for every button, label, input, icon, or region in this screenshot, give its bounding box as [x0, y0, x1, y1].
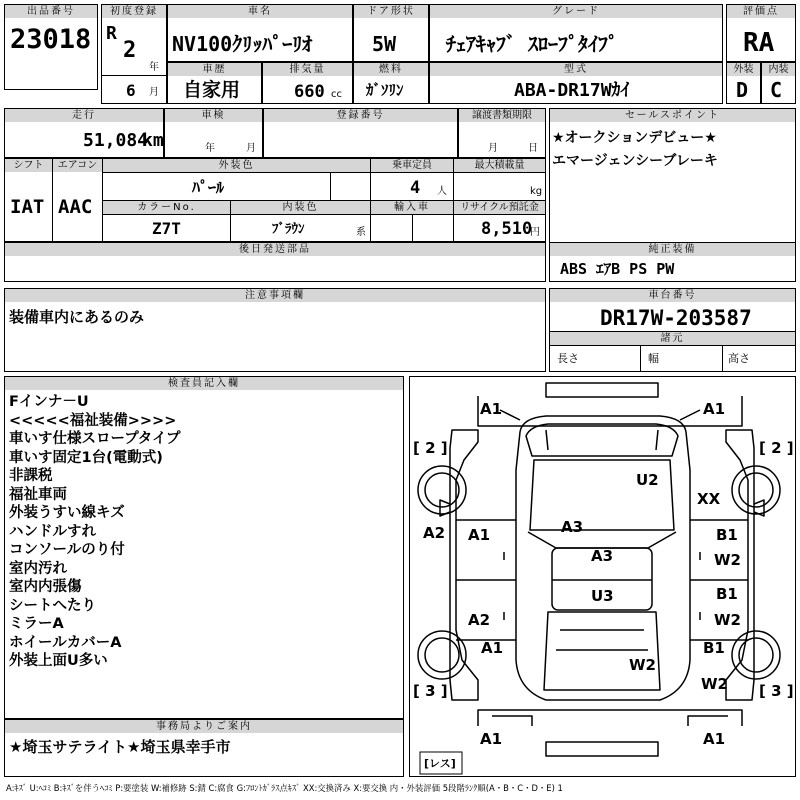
note-line: ミラーA	[9, 616, 64, 632]
ext-color: ﾊﾟｰﾙ	[192, 178, 225, 197]
damage-label: A1	[703, 730, 726, 748]
shift: IAT	[10, 196, 45, 218]
displacement: 660	[294, 82, 325, 102]
rear-bumper-detail	[492, 716, 728, 726]
divider	[101, 75, 167, 76]
inspector-header: 検査員記入欄	[5, 377, 403, 390]
damage-label: A1	[481, 639, 504, 657]
rear-bumper-inner	[546, 742, 658, 756]
legend: A:ｷｽﾞ U:ﾍｺﾐ B:ｷｽﾞを伴うﾍｺﾐ P:要塗装 W:補修跡 S:錆 C:腐食 G:ﾌﾛﾝﾄｶﾞﾗｽ点ｷｽﾞ XX:交換済み X:要交換 内・外装評価 5段階ﾗﾝｸ順(A・B・C・D・E) 1	[6, 783, 563, 793]
damage-label: B1	[716, 585, 738, 603]
year-unit: 年	[149, 62, 159, 73]
damage-label: [ 3 ]	[413, 682, 448, 700]
shift-header: シフト	[5, 159, 52, 172]
reg-month: 6	[126, 81, 136, 100]
damage-label: A1	[480, 730, 503, 748]
exterior-grade: D	[736, 78, 749, 102]
sales-point-1: ★オークションデビュー★	[552, 130, 717, 146]
wheel-rear-left-hub	[425, 638, 459, 672]
lot-header: 出品番号	[5, 5, 97, 18]
genuine-header: 純正装備	[550, 243, 795, 256]
damage-label: A2	[468, 611, 491, 629]
type-header: 型式	[430, 63, 722, 76]
sales-point-2: エマージェンシーブレーキ	[552, 153, 718, 169]
caution-header: 注意事項欄	[5, 289, 545, 302]
office-header: 事務局よりご案内	[5, 720, 403, 733]
door-header: ドア形状	[354, 5, 428, 18]
type-code: ABA-DR17Wｶｲ	[514, 80, 630, 101]
rear-hatch-lines	[556, 630, 648, 650]
note-line: シートへたり	[9, 597, 96, 614]
dim-width: 幅	[648, 352, 659, 365]
displacement-header: 排気量	[263, 63, 352, 76]
fuel: ｶﾞｿﾘﾝ	[366, 81, 404, 99]
damage-label: W2	[714, 611, 741, 629]
mileage: 51,084	[83, 130, 149, 151]
fuel-header: 燃料	[354, 63, 428, 76]
note-line: ホイールカバーA	[9, 634, 122, 651]
damage-label: B1	[703, 639, 725, 657]
wheel-front-right-hub	[739, 473, 773, 507]
cabin-pillars	[528, 532, 676, 548]
divider	[640, 345, 641, 372]
month-unit: 月	[149, 87, 159, 98]
door-type: 5W	[372, 32, 397, 56]
divider	[722, 345, 723, 372]
genuine-equipment: ABS ｴｱB PS PW	[560, 260, 675, 278]
grade: ﾁｪｱｷｬﾌﾞ ｽﾛｰﾌﾟﾀｲﾌﾟ	[446, 32, 619, 56]
later-parts-header: 後日発送部品	[5, 243, 545, 256]
damage-label: A2	[423, 524, 446, 542]
sales-point-header: セールスポイント	[550, 109, 795, 122]
spare-tire-label: [レス]	[424, 757, 456, 770]
capacity-unit: 人	[437, 186, 447, 197]
hood-lines	[546, 430, 658, 450]
model-name: NV100ｸﾘｯﾊﾟｰﾘｵ	[172, 32, 313, 56]
note-line: 福祉車両	[9, 486, 67, 503]
rear-section	[544, 612, 660, 690]
note-line: 室内汚れ	[9, 560, 67, 577]
note-line: <<<<<福祉装備>>>>	[9, 412, 177, 429]
note-line: コンソールのり付	[9, 542, 125, 558]
damage-label: [ 2 ]	[759, 439, 794, 457]
front-bumper-detail	[500, 410, 700, 420]
damage-label: A1	[480, 400, 503, 418]
ext-color-header: 外装色	[103, 159, 370, 172]
front-bumper-inner	[546, 383, 658, 397]
reg-no-header: 登録番号	[264, 109, 457, 122]
chassis-header: 車台番号	[550, 289, 795, 302]
damage-label: B1	[716, 526, 738, 544]
damage-label: A1	[703, 400, 726, 418]
model-header: 車名	[168, 5, 352, 18]
chassis-number: DR17W-203587	[600, 306, 752, 330]
damage-label: U3	[591, 587, 614, 605]
aircon-header: エアコン	[53, 159, 102, 172]
capacity: 4	[410, 178, 421, 198]
note-line: 非課税	[9, 468, 53, 484]
aircon: AAC	[58, 196, 93, 218]
dim-length: 長さ	[557, 352, 579, 365]
wheel-rear-right-hub	[739, 638, 773, 672]
office-notice: ★埼玉サテライト★埼玉県幸手市	[9, 738, 231, 756]
grade-header: グレード	[430, 5, 722, 18]
max-load-unit: kg	[530, 186, 543, 197]
note-line: 室内内張傷	[9, 579, 82, 595]
color-no: Z7T	[152, 219, 181, 238]
int-grade-header: 内装	[762, 63, 795, 76]
dim-height: 高さ	[728, 352, 750, 365]
import-header: 輸入車	[371, 201, 453, 214]
divider	[102, 172, 546, 173]
damage-label: W2	[701, 675, 728, 693]
recycle-fee: 8,510	[481, 219, 533, 239]
note-line: 外装上面U多い	[9, 653, 108, 669]
lot-number: 23018	[10, 24, 92, 55]
damage-label: [ 2 ]	[413, 439, 448, 457]
divider	[549, 345, 796, 346]
wheel-front-left-hub	[425, 473, 459, 507]
damage-label: [ 3 ]	[759, 682, 794, 700]
damage-label: A3	[591, 547, 614, 565]
interior-grade: C	[770, 78, 783, 102]
history-header: 車歴	[168, 63, 261, 76]
left-side-view	[450, 430, 478, 700]
int-color-suffix: 系	[356, 227, 366, 238]
displacement-unit: cc	[331, 89, 342, 100]
recycle-unit: 円	[530, 227, 540, 238]
int-color-header: 内装色	[231, 201, 370, 214]
reg-year: 2	[123, 38, 137, 63]
transfer-month-unit: 月	[488, 143, 498, 154]
history: 自家用	[183, 79, 241, 101]
dimensions-header: 諸元	[550, 332, 795, 345]
note-line: 車いす固定1台(電動式)	[9, 449, 163, 466]
note-line: 車いす仕様スロープタイプ	[9, 431, 181, 447]
recycle-header: リサイクル預託金	[454, 201, 545, 214]
damage-label: W2	[629, 656, 656, 674]
car-diagram	[409, 376, 796, 777]
era: R	[106, 23, 117, 44]
mileage-unit: km	[142, 130, 164, 151]
max-load-header: 最大積載量	[454, 159, 545, 172]
first-reg-header: 初度登録	[102, 5, 166, 18]
windshield	[526, 424, 678, 456]
damage-label: XX	[697, 490, 721, 508]
int-color: ﾌﾞﾗｳﾝ	[272, 222, 305, 237]
rear-bumper-outline	[478, 710, 742, 726]
damage-label: W2	[714, 551, 741, 569]
inspection-month-unit: 月	[246, 143, 256, 154]
ext-grade-header: 外装	[727, 63, 760, 76]
transfer-header: 譲渡書類期限	[459, 109, 545, 122]
divider	[330, 172, 331, 200]
note-line: ハンドルすれ	[9, 523, 96, 540]
note-line: Fインナ－U	[9, 394, 89, 410]
mileage-header: 走行	[5, 109, 163, 122]
divider	[102, 214, 546, 215]
inspection-year-unit: 年	[205, 143, 215, 154]
divider	[412, 214, 413, 242]
caution-text: 装備車内にあるのみ	[9, 308, 145, 326]
capacity-header: 乗車定員	[371, 159, 453, 172]
damage-label: A1	[468, 526, 491, 544]
inspector-notes	[9, 393, 181, 671]
score: RA	[743, 28, 775, 58]
score-header: 評価点	[727, 5, 795, 18]
note-line: 外装うすい線キズ	[9, 505, 125, 521]
transfer-day-unit: 日	[528, 143, 538, 154]
color-no-header: カラーNo.	[103, 201, 230, 214]
damage-label: A3	[561, 518, 584, 536]
inspection-header: 車検	[165, 109, 262, 122]
damage-label: U2	[636, 471, 659, 489]
